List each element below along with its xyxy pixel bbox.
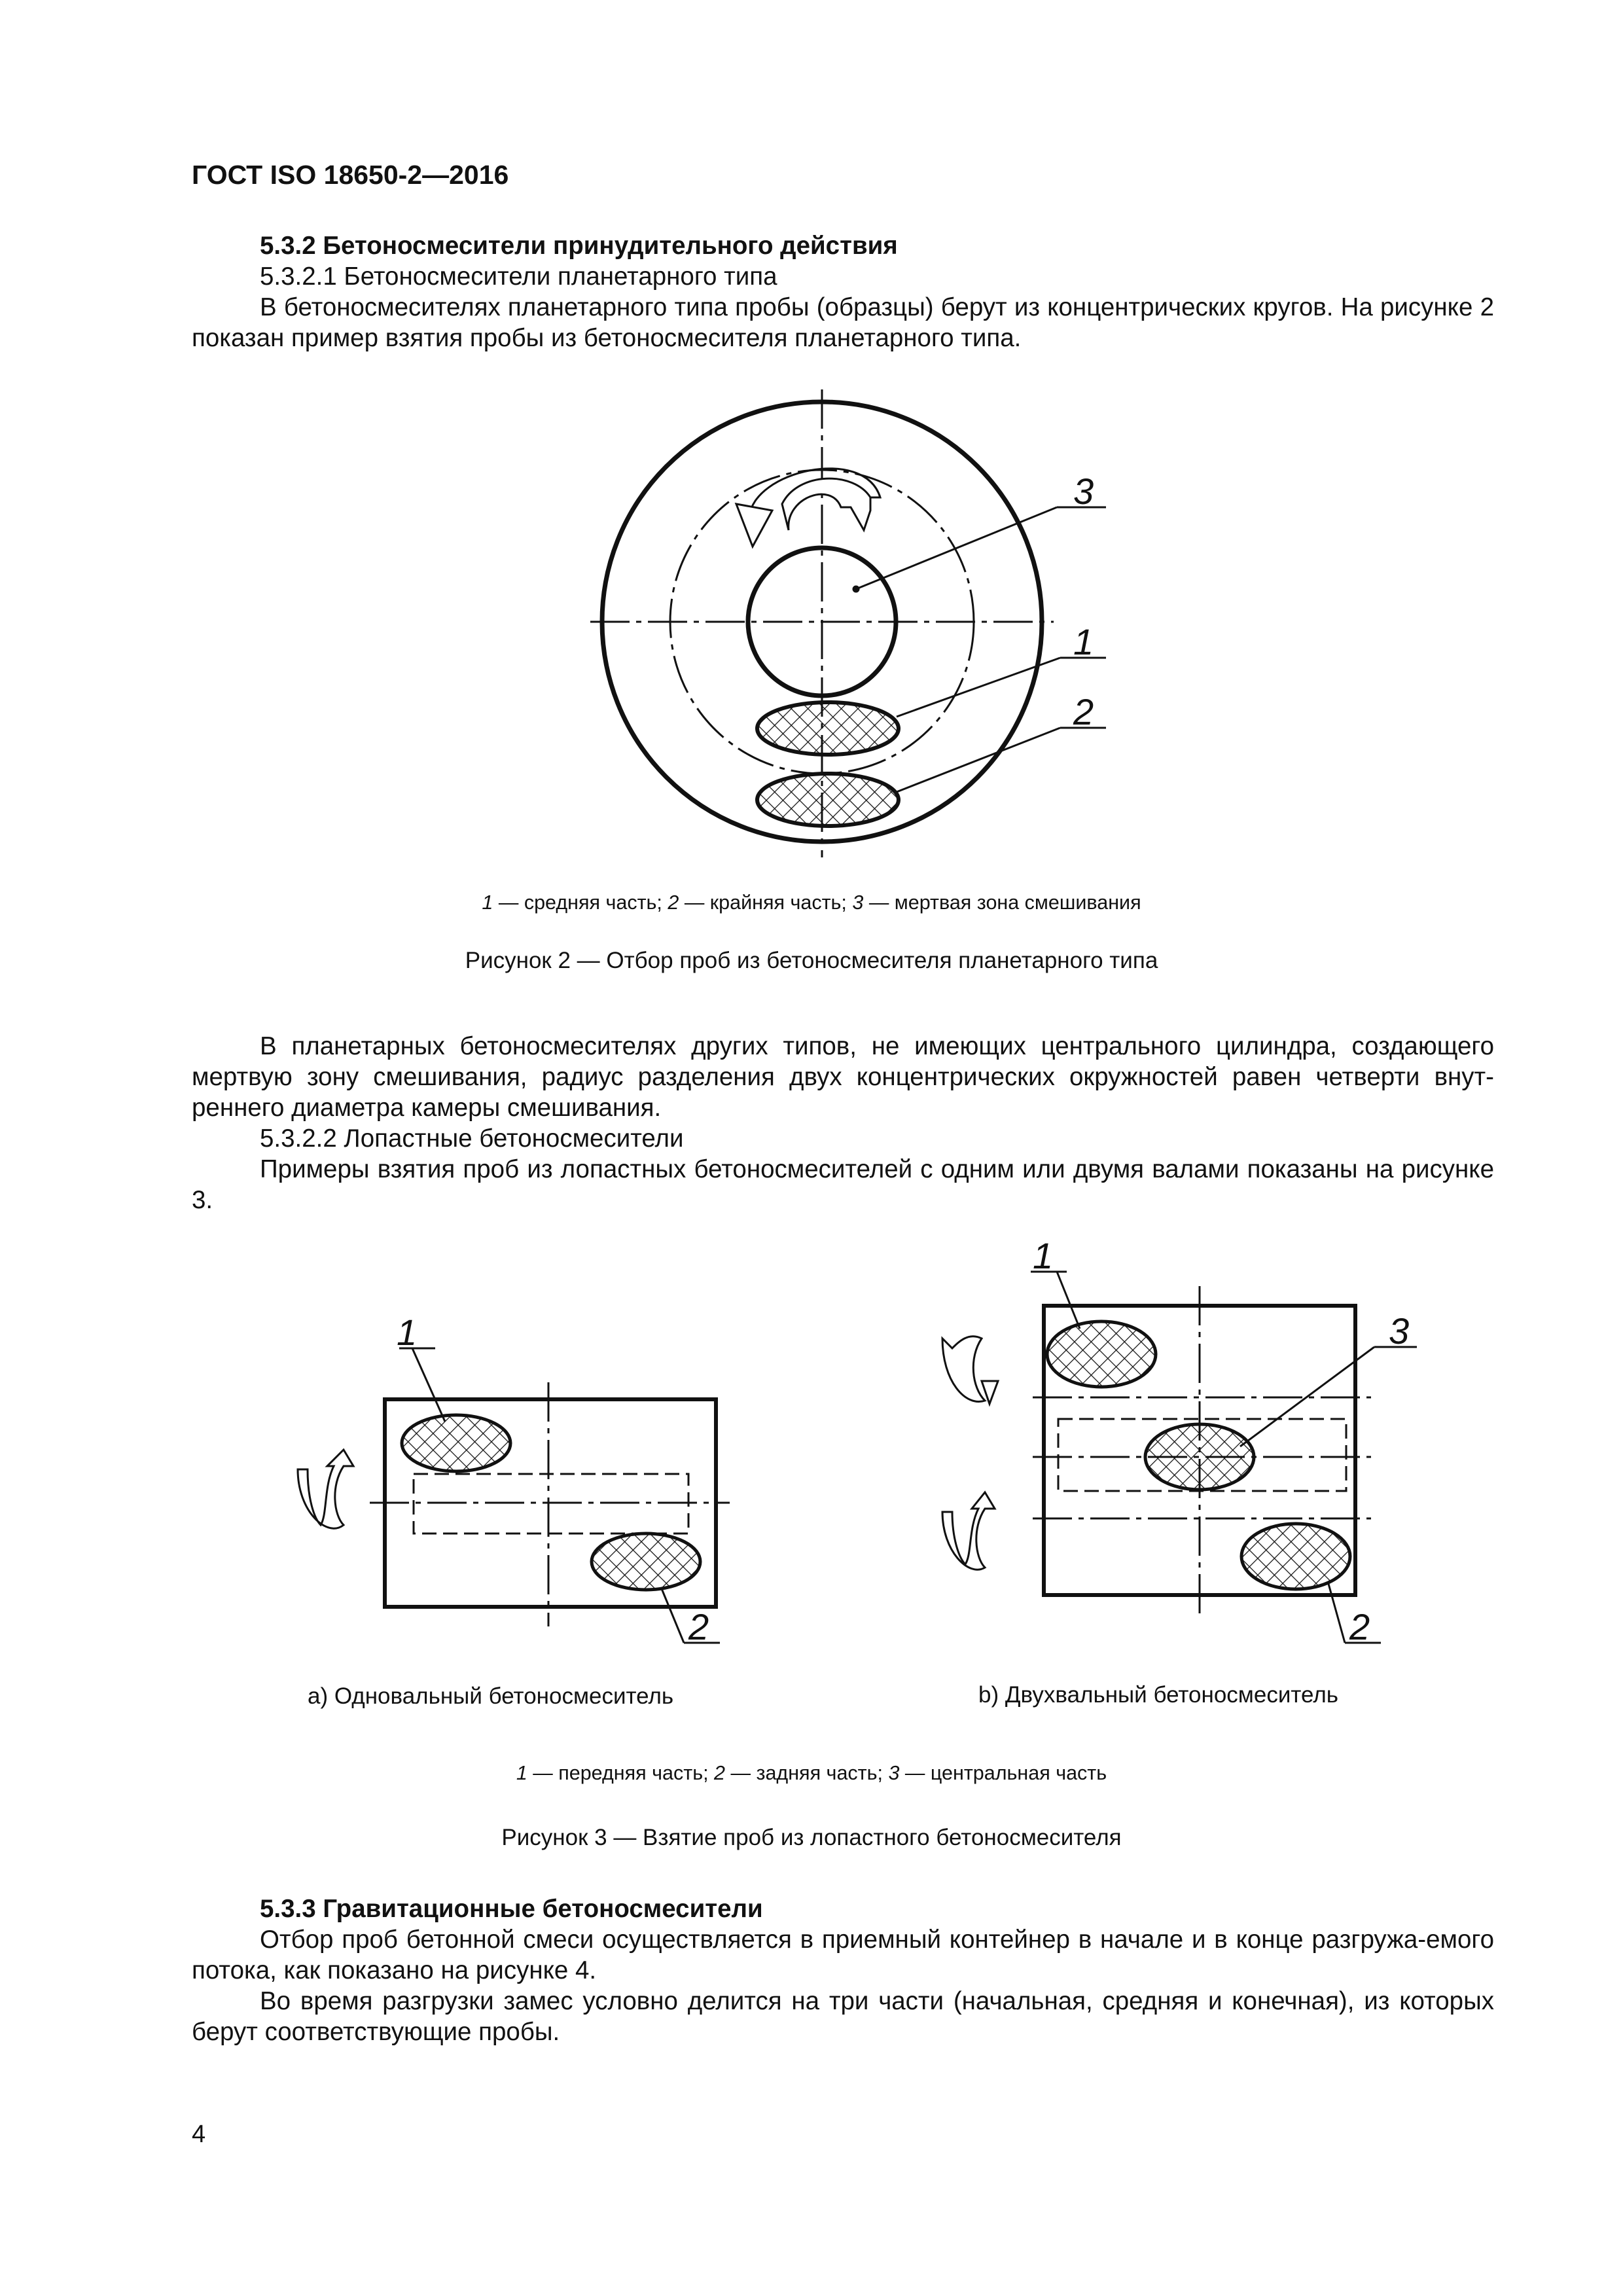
fig3b-label-3: 3: [1389, 1310, 1410, 1352]
section-heading-5-3-2: 5.3.2 Бетоносмесители принудительного действия: [260, 232, 898, 260]
figure-3b-subcaption: b) Двухвальный бетоносмеситель: [978, 1682, 1338, 1708]
rotation-arrow-icon: [298, 1450, 353, 1528]
figure-3a-single-shaft-mixer: [298, 1348, 730, 1643]
sample-rear-ellipse: [1241, 1524, 1350, 1589]
sample-middle-ellipse: [757, 702, 899, 755]
figure-2-legend: 1 — средняя часть; 2 — крайняя часть; 3 — мертвая зона смешивания: [482, 891, 1141, 914]
rotation-arrow-head-left: [736, 504, 772, 547]
fig3b-label-2: 2: [1349, 1606, 1370, 1647]
document-header: ГОСТ ISO 18650-2—2016: [192, 160, 509, 190]
section-heading-5-3-3: 5.3.3 Гравитационные бетоносмесители: [260, 1895, 763, 1923]
leader-dot-3: [853, 586, 859, 592]
rotation-arrow-inner: [782, 478, 870, 530]
sample-central-ellipse: [1145, 1424, 1254, 1490]
fig2-label-1: 1: [1073, 621, 1094, 662]
page-number: 4: [192, 2121, 206, 2148]
figure-2-planetary-mixer: [590, 389, 1106, 857]
rotation-arrow-icon-top: [942, 1336, 985, 1402]
leader-line-2: [1329, 1584, 1345, 1643]
leader-line-1: [1057, 1272, 1080, 1329]
rotation-arrow-icon-bottom: [942, 1492, 995, 1570]
figure-3-caption: Рисунок 3 — Взятие проб из лопастного бетоносмесителя: [501, 1825, 1122, 1850]
fig2-label-3: 3: [1073, 471, 1094, 512]
paragraph-gravity-sampling: Отбор проб бетонной смеси осуществляется в приемный контейнер в начале и в конце разгружа-емого потока, как показано на рисунке 4.: [192, 1926, 1494, 1984]
subsection-5-3-2-2: 5.3.2.2 Лопастные бетоносмесители: [260, 1124, 684, 1153]
fig2-label-2: 2: [1073, 691, 1094, 732]
figure-3b-twin-shaft-mixer: [942, 1272, 1417, 1643]
subsection-5-3-2-1: 5.3.2.1 Бетоносмесители планетарного типа: [260, 262, 777, 291]
leader-line-2: [661, 1587, 684, 1643]
paragraph-planetary-no-cylinder: В планетарных бетоносмесителях других типов, не имеющих центрального цилиндра, создающего мертвую зону смешивания, радиус разделения двух концентрических окружностей равен четверти внут-реннего диаметра камеры смешивания.: [192, 1032, 1494, 1122]
paragraph-planetary-sampling: В бетоносмесителях планетарного типа пробы (образцы) берут из концентрических кругов. На рисунке 2 показан пример взятия пробы из бетоносмесителя планетарного типа.: [192, 293, 1494, 352]
paragraph-paddle-mixers: Примеры взятия проб из лопастных бетоносмесителей с одним или двумя валами показаны на рисунке 3.: [192, 1155, 1494, 1214]
leader-line-1: [897, 658, 1060, 717]
sample-rear-ellipse: [592, 1534, 700, 1590]
sample-edge-ellipse: [757, 774, 899, 826]
fig3a-label-2: 2: [688, 1606, 709, 1647]
figure-3-legend: 1 — передняя часть; 2 — задняя часть; 3 — центральная часть: [516, 1762, 1107, 1784]
sample-front-ellipse: [402, 1415, 510, 1471]
paragraph-discharge-parts: Во время разгрузки замес условно делится на три части (начальная, средняя и конечная), из которых берут соответствующие пробы.: [192, 1987, 1494, 2046]
fig3b-label-1: 1: [1033, 1235, 1054, 1276]
figure-2-caption: Рисунок 2 — Отбор проб из бетоносмесителя планетарного типа: [465, 948, 1158, 973]
figure-3a-subcaption: а) Одновальный бетоносмеситель: [308, 1683, 674, 1709]
sample-front-ellipse: [1047, 1321, 1156, 1387]
fig3a-label-1: 1: [397, 1312, 418, 1353]
leader-line-1: [412, 1348, 445, 1422]
